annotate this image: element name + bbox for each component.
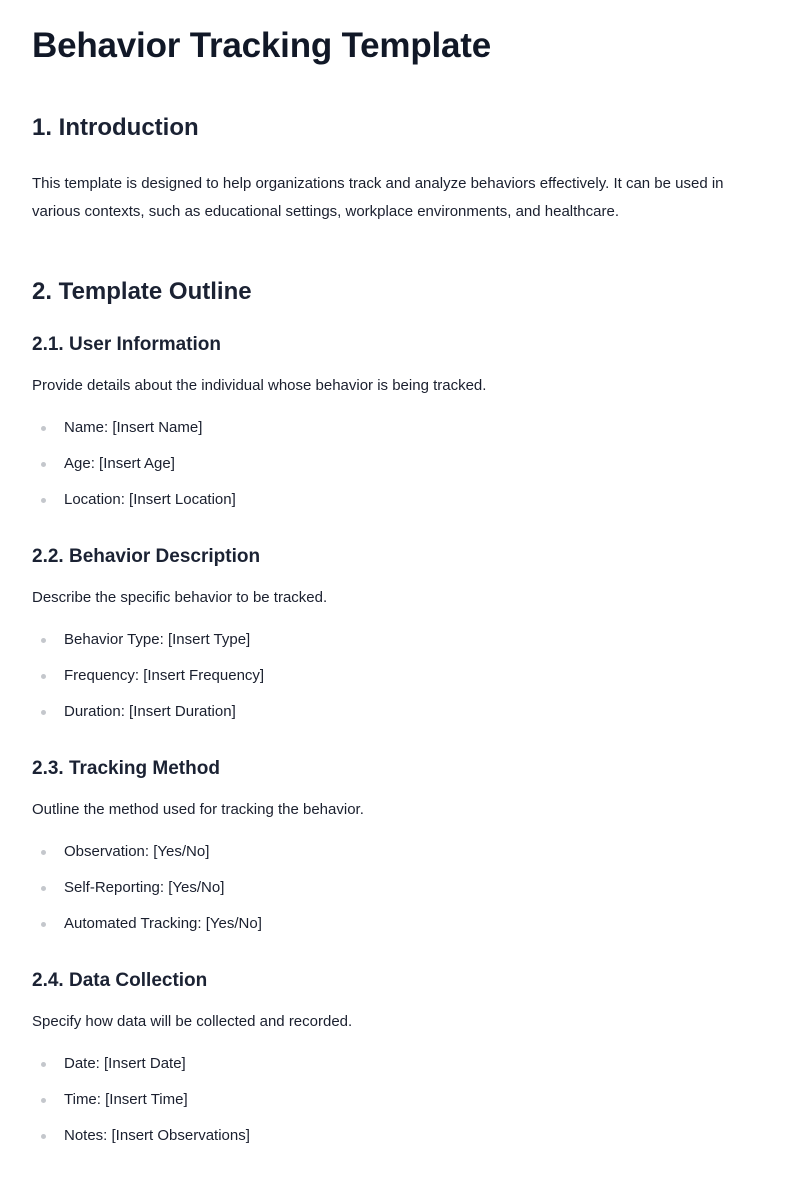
data-collection-section (32, 968, 768, 1146)
section-heading: 2.1. User Information (32, 334, 221, 355)
list-item: Automated Tracking: [Yes/No] (32, 914, 768, 934)
introduction-text: This template is designed to help organizations track and analyze behaviors effectively. It can be used in various contexts, such as educational settings, workplace environments, and healthcare. (32, 175, 724, 220)
section-description: Outline the method used for tracking the behavior. (32, 801, 364, 818)
list-item: Duration: [Insert Duration] (32, 702, 768, 722)
section-heading: 2.4. Data Collection (32, 970, 208, 991)
list-item: Location: [Insert Location] (32, 490, 768, 510)
field-list (32, 630, 768, 722)
tracking-method-section (32, 756, 768, 934)
section-description: Provide details about the individual whose behavior is being tracked. (32, 377, 487, 394)
section-heading: 2.3. Tracking Method (32, 758, 220, 779)
outline-heading: 2. Template Outline (32, 278, 252, 305)
introduction-heading: 1. Introduction (32, 114, 199, 141)
section-description: Specify how data will be collected and recorded. (32, 1013, 353, 1030)
introduction-section (32, 112, 768, 226)
page-title: Behavior Tracking Template (32, 26, 492, 65)
list-item: Behavior Type: [Insert Type] (32, 630, 768, 650)
list-item: Notes: [Insert Observations] (32, 1126, 768, 1146)
list-item: Age: [Insert Age] (32, 454, 768, 474)
behavior-description-section (32, 544, 768, 722)
user-information-section (32, 332, 768, 510)
list-item: Date: [Insert Date] (32, 1054, 768, 1074)
list-item: Frequency: [Insert Frequency] (32, 666, 768, 686)
field-list (32, 1054, 768, 1146)
field-list (32, 842, 768, 934)
list-item: Observation: [Yes/No] (32, 842, 768, 862)
list-item: Self-Reporting: [Yes/No] (32, 878, 768, 898)
section-heading: 2.2. Behavior Description (32, 546, 261, 567)
field-list (32, 418, 768, 510)
outline-section (32, 276, 768, 1146)
section-description: Describe the specific behavior to be tracked. (32, 589, 328, 606)
list-item: Name: [Insert Name] (32, 418, 768, 438)
list-item: Time: [Insert Time] (32, 1090, 768, 1110)
